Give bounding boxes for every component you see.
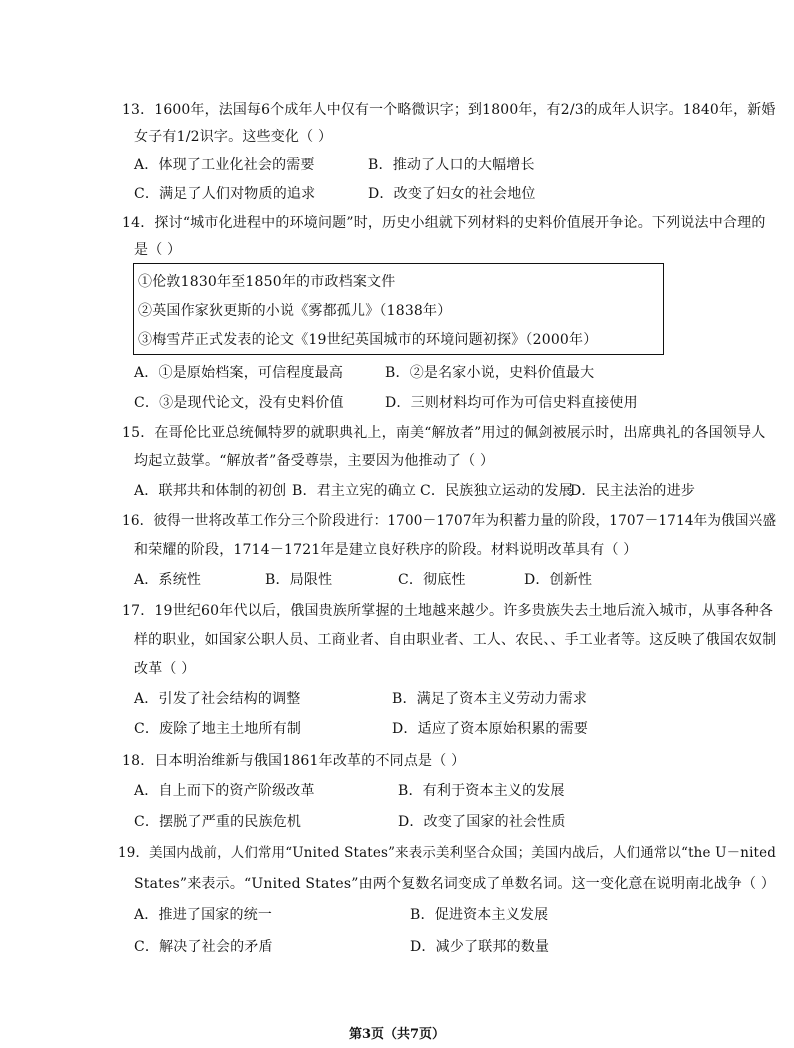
question-17-option-d: D．适应了资本原始积累的需要 [392, 721, 589, 737]
material-item-3: ③梅雪芹正式发表的论文《19世纪英国城市的环境问题初探》（2000年） [138, 332, 598, 348]
question-15-option-a: A．联邦共和体制的初创 [134, 483, 287, 499]
question-15-option-b: B．君主立宪的确立 [292, 483, 417, 499]
question-13-line-2: 女子有1/2识字。这些变化（ ） [134, 129, 333, 145]
question-17-option-b: B．满足了资本主义劳动力需求 [392, 691, 588, 707]
question-14-option-d: D．三则材料均可作为可信史料直接使用 [385, 395, 638, 411]
question-14-option-a: A．①是原始档案，可信程度最高 [134, 365, 344, 381]
question-19-option-a: A．推进了国家的统一 [134, 907, 273, 923]
question-16-option-c: C．彻底性 [398, 572, 466, 588]
question-15-line-1: 15．在哥伦比亚总统佩特罗的就职典礼上，南美“解放者”用过的佩剑被展示时，出席典礼的各国领导人 [122, 425, 766, 441]
question-14-option-b: B．②是名家小说，史料价值最大 [385, 365, 595, 381]
question-13-option-d: D．改变了妇女的社会地位 [368, 186, 536, 202]
question-14-line-1: 14．探讨“城市化进程中的环境问题”时，历史小组就下列材料的史料价值展开争论。下列说法中合理的 [122, 215, 766, 231]
question-14-option-c: C．③是现代论文，没有史料价值 [134, 395, 344, 411]
question-13-option-a: A．体现了工业化社会的需要 [134, 157, 315, 173]
question-16-line-2: 和荣耀的阶段，1714－1721年是建立良好秩序的阶段。材料说明改革具有（ ） [134, 542, 638, 558]
question-15-line-2: 均起立鼓掌。“解放者”备受尊崇，主要因为他推动了（ ） [134, 453, 495, 469]
page-number-footer: 第3页（共7页） [348, 1027, 446, 1042]
question-19-option-c: C．解决了社会的矛盾 [134, 939, 273, 955]
question-16-option-b: B．局限性 [265, 572, 333, 588]
question-13-option-c: C．满足了人们对物质的追求 [134, 186, 316, 202]
question-15-option-d: D．民主法治的进步 [570, 483, 696, 499]
material-item-1: ①伦敦1830年至1850年的市政档案文件 [138, 274, 396, 290]
question-17-line-3: 改革（ ） [134, 661, 196, 677]
question-16-option-a: A．系统性 [134, 572, 202, 588]
question-18-option-c: C．摆脱了严重的民族危机 [134, 814, 302, 830]
question-13-option-b: B．推动了人口的大幅增长 [368, 157, 535, 173]
question-14-line-2: 是（ ） [134, 242, 182, 258]
question-18-line-1: 18．日本明治维新与俄国1861年改革的不同点是（ ） [122, 753, 466, 769]
question-19-line-1: 19．美国内战前，人们常用“United States”来表示美利坚合众国；美国内战后，人们通常以“the U－nited [118, 845, 777, 861]
question-16-line-1: 16．彼得一世将改革工作分三个阶段进行：1700－1707年为积蓄力量的阶段，1707－1714年为俄国兴盛 [122, 513, 777, 529]
question-17-option-a: A．引发了社会结构的调整 [134, 691, 301, 707]
question-19-line-2: States”来表示。“United States”由两个复数名词变成了单数名词。这一变化意在说明南北战争（ ） [134, 876, 776, 892]
question-13-line-1: 13．1600年，法国每6个成年人中仅有一个略微识字；到1800年，有2/3的成年人识字。1840年，新婚 [122, 102, 776, 118]
question-16-option-d: D．创新性 [524, 572, 593, 588]
question-18-option-d: D．改变了国家的社会性质 [398, 814, 566, 830]
material-item-2: ②英国作家狄更斯的小说《雾都孤儿》（1838年） [138, 303, 452, 319]
question-15-option-c: C．民族独立运动的发展 [420, 483, 573, 499]
question-19-option-b: B．促进资本主义发展 [410, 907, 549, 923]
question-17-line-1: 17．19世纪60年代以后，俄国贵族所掌握的土地越来越少。许多贵族失去土地后流入城市，从事各种各 [122, 603, 774, 619]
question-19-option-d: D．减少了联邦的数量 [410, 939, 550, 955]
question-17-option-c: C．废除了地主土地所有制 [134, 721, 302, 737]
question-17-line-2: 样的职业，如国家公职人员、工商业者、自由职业者、工人、农民、、手工业者等。这反映了俄国农奴制 [134, 632, 777, 648]
question-18-option-b: B．有利于资本主义的发展 [398, 783, 565, 799]
question-18-option-a: A．自上而下的资产阶级改革 [134, 783, 315, 799]
